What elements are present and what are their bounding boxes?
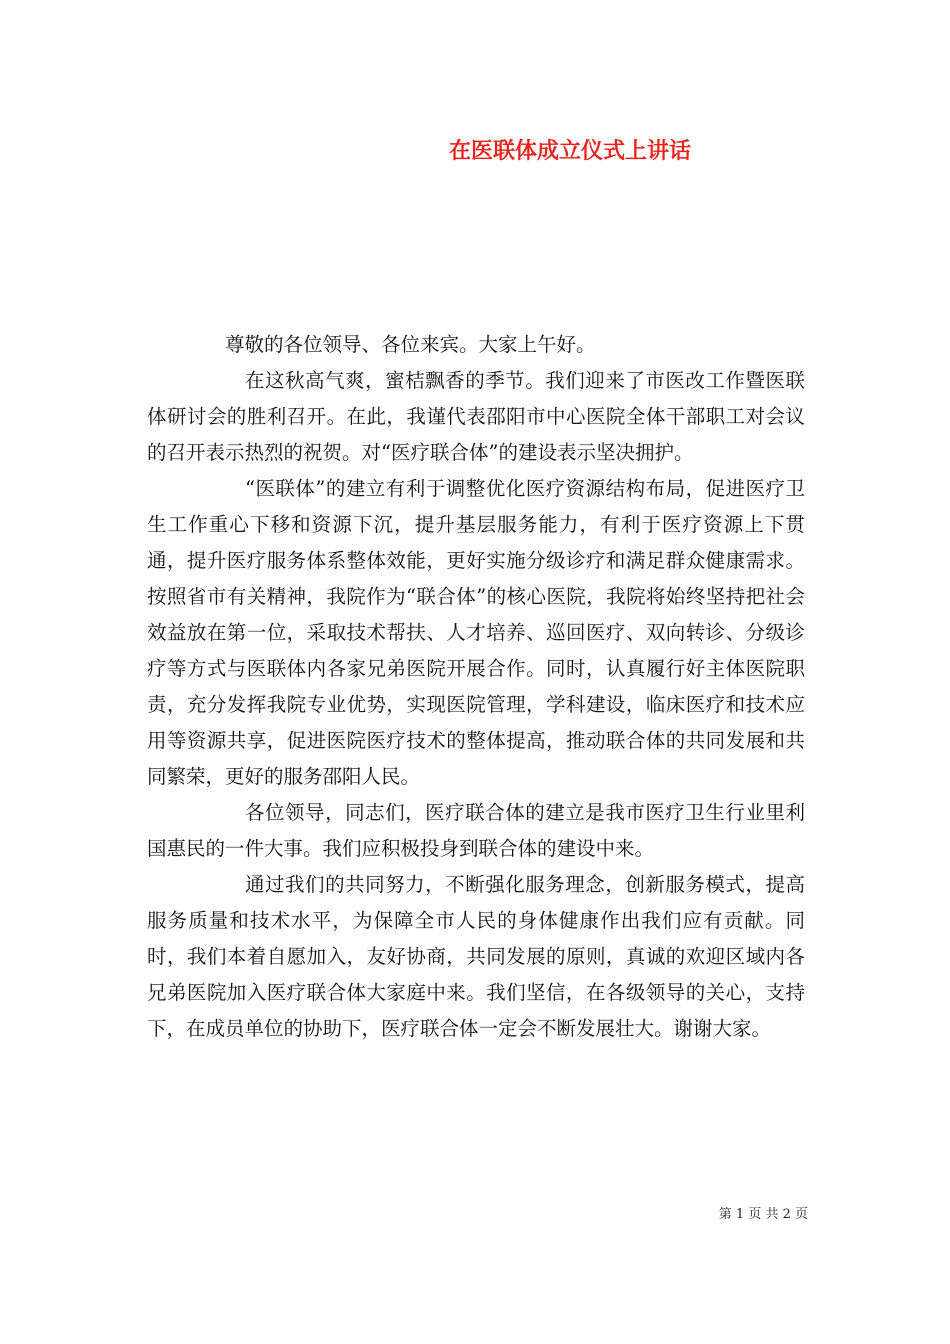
page-title: 在医联体成立仪式上讲话 — [448, 138, 691, 164]
paragraph-closing: 通过我们的共同努力，不断强化服务理念，创新服务模式，提高服务质量和技术水平，为保障全市人民的身体健康作出我们应有贡献。同时，我们本着自愿加入，友好协商，共同发展的原则，真诚的欢迎区域内各兄弟医院加入医疗联合体大家庭中来。我们坚信，在各级领导的关心，支持下，在成员单位的协助下，医疗联合体一定会不断发展壮大。谢谢大家。 — [147, 873, 805, 1040]
paragraph-opening: 在这秋高气爽，蜜桔飘香的季节。我们迎来了市医改工作暨医联体研讨会的胜利召开。在此，我谨代表邵阳市中心医院全体干部职工对会议的召开表示热烈的祝贺。对“医疗联合体”的建设表示坚决拥护。 — [147, 369, 805, 464]
paragraph-significance: 各位领导，同志们，医疗联合体的建立是我市医疗卫生行业里利国惠民的一件大事。我们应积极投身到联合体的建设中来。 — [147, 801, 805, 860]
document-body — [147, 327, 805, 1047]
paragraph-purpose: “医联体”的建立有利于调整优化医疗资源结构布局，促进医疗卫生工作重心下移和资源下沉，提升基层服务能力，有利于医疗资源上下贯通，提升医疗服务体系整体效能，更好实施分级诊疗和满足群众健康需求。按照省市有关精神，我院作为“联合体”的核心医院，我院将始终坚持把社会效益放在第一位，采取技术帮扶、人才培养、巡回医疗、双向转诊、分级诊疗等方式与医联体内各家兄弟医院开展合作。同时，认真履行好主体医院职责，充分发挥我院专业优势，实现医院管理，学科建设，临床医疗和技术应用等资源共享，促进医院医疗技术的整体提高，推动联合体的共同发展和共同繁荣，更好的服务邵阳人民。 — [147, 477, 805, 788]
page-number: 第 1 页 共 2 页 — [718, 1207, 808, 1222]
paragraph-greeting: 尊敬的各位领导、各位来宾。大家上午好。 — [225, 333, 596, 356]
